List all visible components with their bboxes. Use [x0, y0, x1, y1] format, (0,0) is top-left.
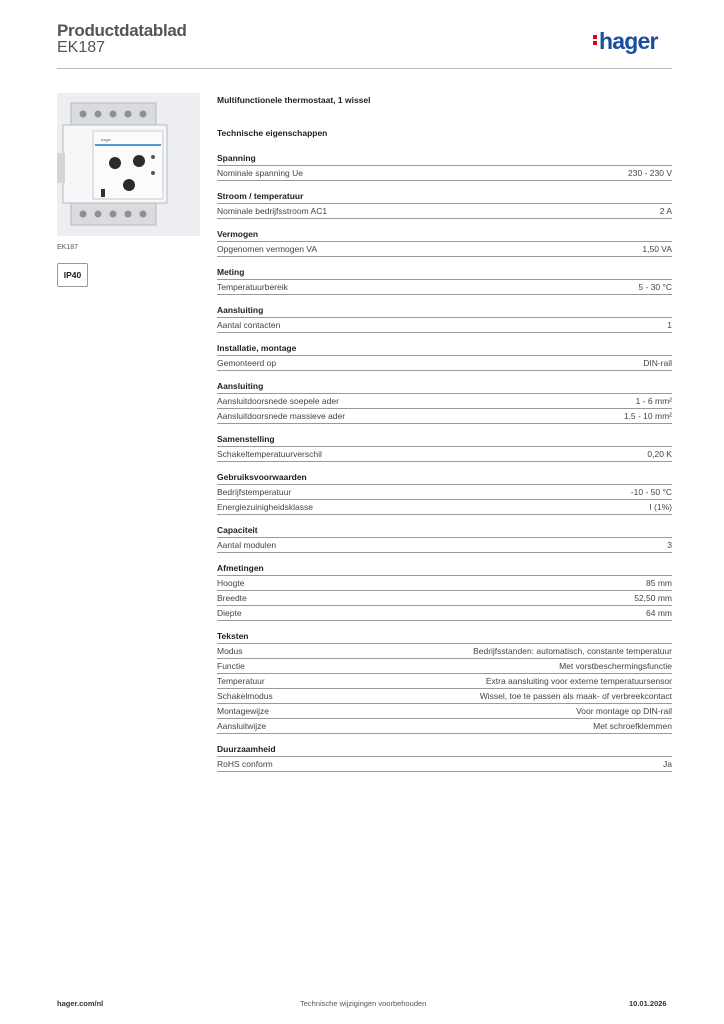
- spec-group-title: Spanning: [217, 153, 672, 166]
- spec-row: [217, 166, 672, 181]
- spec-row: [217, 394, 672, 409]
- spec-row: [217, 447, 672, 462]
- spec-group: [217, 563, 672, 621]
- logo-dots-icon: [593, 33, 598, 47]
- spec-value: 230 - 230 V: [628, 168, 672, 178]
- spec-row: [217, 704, 672, 719]
- spec-label: Nominale bedrijfsstroom AC1: [217, 206, 328, 216]
- spec-group: [217, 381, 672, 424]
- spec-group-title: Stroom / temperatuur: [217, 191, 672, 204]
- spec-group: [217, 434, 672, 462]
- spec-label: Montagewijze: [217, 706, 269, 716]
- spec-label: Schakeltemperatuurverschil: [217, 449, 322, 459]
- spec-label: Temperatuur: [217, 676, 265, 686]
- spec-group-title: Meting: [217, 267, 672, 280]
- spec-row: [217, 280, 672, 295]
- spec-row: [217, 409, 672, 424]
- spec-value: 64 mm: [646, 608, 672, 618]
- spec-label: Temperatuurbereik: [217, 282, 288, 292]
- spec-label: Energiezuinigheidsklasse: [217, 502, 313, 512]
- spec-group-title: Samenstelling: [217, 434, 672, 447]
- spec-groups: [217, 153, 672, 772]
- spec-row: [217, 719, 672, 734]
- spec-group: [217, 191, 672, 219]
- spec-row: [217, 204, 672, 219]
- spec-group: [217, 153, 672, 181]
- image-caption: EK187: [57, 244, 79, 251]
- svg-text:hager: hager: [101, 137, 112, 142]
- spec-value: 0,20 K: [647, 449, 672, 459]
- spec-value: Met schroefklemmen: [593, 721, 672, 731]
- spec-row: [217, 606, 672, 621]
- spec-group-title: Teksten: [217, 631, 672, 644]
- spec-value: 1: [667, 320, 672, 330]
- spec-label: Hoogte: [217, 578, 245, 588]
- spec-row: [217, 591, 672, 606]
- ip-rating-badge: IP40: [57, 263, 88, 287]
- spec-row: [217, 538, 672, 553]
- spec-row: [217, 318, 672, 333]
- footer-website[interactable]: hager.com/nl: [57, 999, 104, 1008]
- spec-group-title: Aansluiting: [217, 305, 672, 318]
- spec-value: Ja: [663, 759, 672, 769]
- spec-value: Met vorstbeschermingsfunctie: [559, 661, 672, 671]
- spec-group-title: Gebruiksvoorwaarden: [217, 472, 672, 485]
- spec-value: Bedrijfsstanden: automatisch, constante temperatuur: [473, 646, 672, 656]
- footer-date: 10.01.2026: [629, 999, 667, 1008]
- spec-value: 1.5 - 10 mm²: [623, 411, 672, 421]
- spec-label: Schakelmodus: [217, 691, 273, 701]
- spec-row: [217, 757, 672, 772]
- spec-value: Wissel, toe te passen als maak- of verbreekcontact: [479, 691, 672, 701]
- spec-group-title: Afmetingen: [217, 563, 672, 576]
- spec-group-title: Duurzaamheid: [217, 744, 672, 757]
- spec-label: Modus: [217, 646, 243, 656]
- spec-label: Functie: [217, 661, 245, 671]
- spec-group: [217, 631, 672, 734]
- section-title: Technische eigenschappen: [217, 128, 328, 138]
- spec-value: DIN-rail: [643, 358, 672, 368]
- spec-group: [217, 343, 672, 371]
- spec-label: Bedrijfstemperatuur: [217, 487, 292, 497]
- spec-row: [217, 500, 672, 515]
- spec-row: [217, 659, 672, 674]
- spec-row: [217, 644, 672, 659]
- spec-group-title: Installatie, montage: [217, 343, 672, 356]
- spec-value: 1 - 6 mm²: [635, 396, 672, 406]
- header-divider: [57, 68, 672, 69]
- hager-logo: [593, 28, 658, 55]
- product-image: [57, 93, 200, 236]
- spec-label: Aansluitdoorsnede massieve ader: [217, 411, 346, 421]
- spec-label: Aansluitdoorsnede soepele ader: [217, 396, 339, 406]
- spec-value: -10 - 50 °C: [630, 487, 672, 497]
- spec-label: Nominale spanning Ue: [217, 168, 303, 178]
- spec-group-title: Aansluiting: [217, 381, 672, 394]
- spec-group: [217, 229, 672, 257]
- spec-label: Gemonteerd op: [217, 358, 277, 368]
- spec-group-title: Vermogen: [217, 229, 672, 242]
- spec-value: 5 - 30 °C: [638, 282, 672, 292]
- spec-label: Aantal contacten: [217, 320, 281, 330]
- spec-group: [217, 305, 672, 333]
- spec-value: 3: [667, 540, 672, 550]
- spec-row: [217, 485, 672, 500]
- spec-value: 1,50 VA: [642, 244, 672, 254]
- footer-disclaimer: Technische wijzigingen voorbehouden: [300, 999, 427, 1008]
- spec-row: [217, 689, 672, 704]
- spec-table: [217, 95, 672, 772]
- spec-value: 2 A: [659, 206, 672, 216]
- page-title: Productdatablad: [57, 21, 187, 40]
- spec-label: RoHS conform: [217, 759, 273, 769]
- spec-group: [217, 744, 672, 772]
- spec-label: Diepte: [217, 608, 242, 618]
- spec-group: [217, 267, 672, 295]
- spec-label: Aansluitwijze: [217, 721, 267, 731]
- spec-value: I (1%): [649, 502, 672, 512]
- spec-row: [217, 356, 672, 371]
- spec-label: Breedte: [217, 593, 247, 603]
- spec-value: Extra aansluiting voor externe temperatuursensor: [485, 676, 672, 686]
- product-code: EK187: [57, 39, 106, 56]
- spec-value: 85 mm: [646, 578, 672, 588]
- spec-group: [217, 472, 672, 515]
- spec-row: [217, 576, 672, 591]
- spec-row: [217, 242, 672, 257]
- logo-text: hager: [599, 28, 658, 54]
- spec-value: 52,50 mm: [634, 593, 672, 603]
- spec-row: [217, 674, 672, 689]
- spec-label: Opgenomen vermogen VA: [217, 244, 318, 254]
- spec-group: [217, 525, 672, 553]
- spec-value: Voor montage op DIN-rail: [576, 706, 672, 716]
- spec-label: Aantal modulen: [217, 540, 277, 550]
- spec-group-title: Capaciteit: [217, 525, 672, 538]
- product-title: Multifunctionele thermostaat, 1 wissel: [217, 95, 371, 105]
